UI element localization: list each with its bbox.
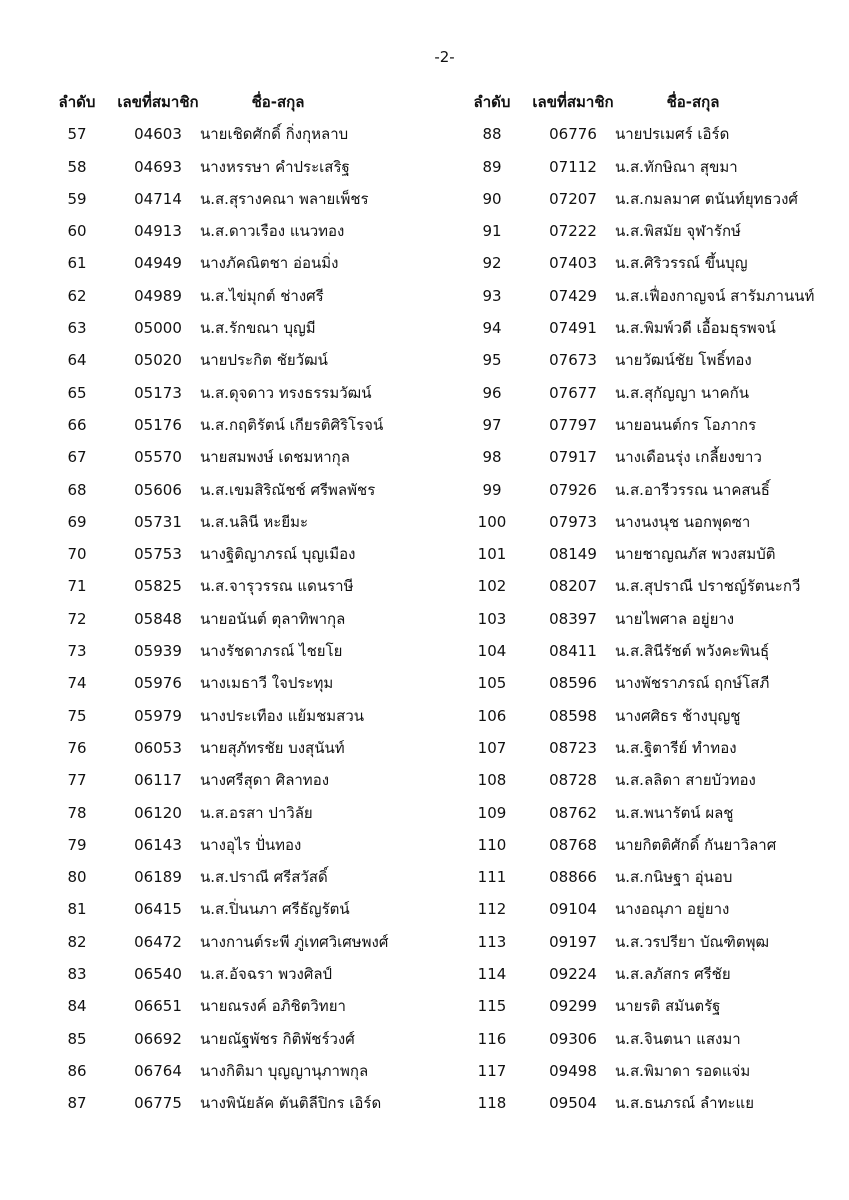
table-row bbox=[55, 282, 455, 314]
row-member-no: 04989 bbox=[134, 286, 182, 305]
row-member-no: 05848 bbox=[134, 609, 182, 628]
row-name: น.ส.อรสา ปาวิลัย bbox=[200, 803, 313, 822]
row-member-no: 07222 bbox=[549, 222, 597, 241]
row-name: นายประกิต ชัยวัฒน์ bbox=[200, 351, 328, 370]
row-member-no: 07491 bbox=[549, 319, 597, 338]
row-order: 114 bbox=[477, 965, 507, 984]
table-row bbox=[470, 411, 849, 443]
row-member-no: 06053 bbox=[134, 738, 182, 757]
table-row bbox=[470, 799, 849, 831]
table-row bbox=[470, 476, 849, 508]
row-order: 105 bbox=[477, 674, 507, 693]
row-order: 112 bbox=[477, 900, 507, 919]
row-member-no: 09299 bbox=[549, 997, 597, 1016]
table-row bbox=[470, 379, 849, 411]
table-row bbox=[470, 314, 849, 346]
row-name: น.ส.ดุจดาว ทรงธรรมวัฒน์ bbox=[200, 383, 372, 402]
row-name: น.ส.ปิ่นนภา ศรีธัญรัตน์ bbox=[200, 900, 350, 919]
table-row bbox=[470, 572, 849, 604]
row-member-no: 05753 bbox=[134, 545, 182, 564]
row-order: 96 bbox=[482, 383, 502, 402]
table-row bbox=[55, 540, 455, 572]
header-name: ชื่อ-สกุล bbox=[251, 93, 305, 111]
table-row bbox=[55, 1057, 455, 1089]
row-member-no: 06143 bbox=[134, 835, 182, 854]
row-order: 68 bbox=[67, 480, 87, 499]
row-name: น.ส.รักขณา บุญมี bbox=[200, 319, 316, 338]
row-member-no: 06775 bbox=[134, 1094, 182, 1113]
table-header-left bbox=[55, 88, 455, 120]
row-order: 115 bbox=[477, 997, 507, 1016]
row-member-no: 05176 bbox=[134, 415, 182, 434]
row-name: นายชาญณภัส พวงสมบัติ bbox=[615, 545, 776, 564]
row-member-no: 06415 bbox=[134, 900, 182, 919]
row-order: 87 bbox=[67, 1094, 87, 1113]
row-order: 104 bbox=[477, 642, 507, 661]
row-member-no: 09498 bbox=[549, 1061, 597, 1080]
table-row bbox=[470, 831, 849, 863]
table-row bbox=[470, 153, 849, 185]
member-list-left bbox=[55, 88, 455, 1122]
row-name: น.ส.สุปราณี ปราชญ์รัตนะกวี bbox=[615, 577, 801, 596]
row-order: 92 bbox=[482, 254, 502, 273]
header-member-no: เลขที่สมาชิก bbox=[532, 93, 614, 111]
table-row bbox=[470, 120, 849, 152]
row-order: 90 bbox=[482, 189, 502, 208]
row-order: 70 bbox=[67, 545, 87, 564]
table-row bbox=[470, 637, 849, 669]
row-member-no: 09224 bbox=[549, 965, 597, 984]
row-member-no: 04949 bbox=[134, 254, 182, 273]
row-name: น.ส.กฤติรัตน์ เกียรติศิริโรจน์ bbox=[200, 415, 384, 434]
row-order: 86 bbox=[67, 1061, 87, 1080]
row-name: น.ส.พิมพ์วดี เอื้อมธุรพจน์ bbox=[615, 319, 776, 338]
row-member-no: 07429 bbox=[549, 286, 597, 305]
row-order: 60 bbox=[67, 222, 87, 241]
row-member-no: 08397 bbox=[549, 609, 597, 628]
table-row bbox=[55, 895, 455, 927]
row-name: น.ส.สินีรัชต์ พวังคะพินธุ์ bbox=[615, 642, 770, 661]
row-name: น.ส.ธนภรณ์ ลำทะแย bbox=[615, 1094, 754, 1113]
table-row bbox=[470, 346, 849, 378]
row-order: 77 bbox=[67, 771, 87, 790]
row-name: น.ส.ลลิดา สายบัวทอง bbox=[615, 771, 756, 790]
row-member-no: 06117 bbox=[134, 771, 182, 790]
row-order: 97 bbox=[482, 415, 502, 434]
table-row bbox=[470, 1057, 849, 1089]
row-order: 65 bbox=[67, 383, 87, 402]
row-member-no: 04693 bbox=[134, 157, 182, 176]
row-order: 64 bbox=[67, 351, 87, 370]
row-name: นางอณุภา อยู่ยาง bbox=[615, 900, 730, 919]
row-name: นางศรีสุดา ศิลาทอง bbox=[200, 771, 330, 790]
row-name: นางกิติมา บุญญานุภาพกุล bbox=[200, 1061, 369, 1080]
row-order: 93 bbox=[482, 286, 502, 305]
row-member-no: 08411 bbox=[549, 642, 597, 661]
row-member-no: 07112 bbox=[549, 157, 597, 176]
row-order: 84 bbox=[67, 997, 87, 1016]
row-order: 59 bbox=[67, 189, 87, 208]
table-row bbox=[55, 702, 455, 734]
table-row bbox=[470, 928, 849, 960]
row-order: 66 bbox=[67, 415, 87, 434]
row-name: น.ส.พิสมัย จุฬารักษ์ bbox=[615, 222, 741, 241]
table-body-left bbox=[55, 120, 455, 1121]
row-order: 106 bbox=[477, 706, 507, 725]
row-name: นางนงนุช นอกพุดซา bbox=[615, 512, 751, 531]
row-member-no: 04603 bbox=[134, 125, 182, 144]
row-member-no: 07917 bbox=[549, 448, 597, 467]
row-name: นางรัชดาภรณ์ ไชยโย bbox=[200, 642, 343, 661]
row-order: 83 bbox=[67, 965, 87, 984]
row-member-no: 08768 bbox=[549, 835, 597, 854]
row-member-no: 08207 bbox=[549, 577, 597, 596]
row-member-no: 06651 bbox=[134, 997, 182, 1016]
table-body-right bbox=[470, 120, 849, 1121]
page-number: -2- bbox=[434, 48, 455, 66]
row-member-no: 07797 bbox=[549, 415, 597, 434]
row-member-no: 09104 bbox=[549, 900, 597, 919]
table-row bbox=[470, 863, 849, 895]
row-order: 82 bbox=[67, 932, 87, 951]
row-member-no: 08723 bbox=[549, 738, 597, 757]
row-member-no: 06764 bbox=[134, 1061, 182, 1080]
row-name: นายรติ สมันตรัฐ bbox=[615, 997, 721, 1016]
row-order: 98 bbox=[482, 448, 502, 467]
row-name: นางประเทือง แย้มชมสวน bbox=[200, 706, 364, 725]
table-row bbox=[470, 1089, 849, 1121]
row-member-no: 07926 bbox=[549, 480, 597, 499]
row-order: 100 bbox=[477, 512, 507, 531]
table-row bbox=[470, 1025, 849, 1057]
row-name: นางหรรษา คำประเสริฐ bbox=[200, 157, 350, 176]
row-order: 67 bbox=[67, 448, 87, 467]
row-name: น.ส.จารุวรรณ แดนราษี bbox=[200, 577, 354, 596]
table-row bbox=[55, 637, 455, 669]
row-name: น.ส.ลภัสกร ศรีชัย bbox=[615, 965, 731, 984]
table-row bbox=[55, 928, 455, 960]
row-name: น.ส.วรปรียา บัณฑิตพุฒ bbox=[615, 932, 770, 951]
table-row bbox=[470, 217, 849, 249]
table-row bbox=[470, 185, 849, 217]
table-row bbox=[470, 960, 849, 992]
row-member-no: 04913 bbox=[134, 222, 182, 241]
table-row bbox=[55, 669, 455, 701]
row-member-no: 07677 bbox=[549, 383, 597, 402]
row-member-no: 05173 bbox=[134, 383, 182, 402]
row-name: น.ส.ดาวเรือง แนวทอง bbox=[200, 222, 345, 241]
row-order: 99 bbox=[482, 480, 502, 499]
row-order: 75 bbox=[67, 706, 87, 725]
table-row bbox=[470, 766, 849, 798]
row-name: นางอุไร ปั่นทอง bbox=[200, 835, 302, 854]
row-order: 118 bbox=[477, 1094, 507, 1113]
row-name: นางพัชราภรณ์ ฤกษ์โสภี bbox=[615, 674, 770, 693]
table-row bbox=[470, 508, 849, 540]
row-order: 71 bbox=[67, 577, 87, 596]
row-member-no: 05979 bbox=[134, 706, 182, 725]
row-order: 95 bbox=[482, 351, 502, 370]
row-name: น.ส.อัจฉรา พวงศิลป์ bbox=[200, 965, 333, 984]
row-member-no: 05825 bbox=[134, 577, 182, 596]
row-member-no: 06189 bbox=[134, 868, 182, 887]
row-order: 109 bbox=[477, 803, 507, 822]
row-name: น.ส.เขมสิริณัชช์ ศรีพลพัชร bbox=[200, 480, 376, 499]
table-row bbox=[55, 572, 455, 604]
row-member-no: 04714 bbox=[134, 189, 182, 208]
table-row bbox=[55, 411, 455, 443]
row-name: นางพินัยลัค ตันติลีปิกร เอิร์ด bbox=[200, 1094, 382, 1113]
row-name: นายเชิดศักดิ์ กิ่งกุหลาบ bbox=[200, 125, 349, 144]
row-member-no: 06472 bbox=[134, 932, 182, 951]
table-row bbox=[470, 734, 849, 766]
row-name: นายกิตติศักดิ์ กันยาวิลาศ bbox=[615, 835, 777, 854]
row-order: 62 bbox=[67, 286, 87, 305]
row-name: นายสมพงษ์ เดชมหากุล bbox=[200, 448, 350, 467]
table-row bbox=[55, 346, 455, 378]
row-name: นางเดือนรุ่ง เกลี้ยงขาว bbox=[615, 448, 762, 467]
row-member-no: 05000 bbox=[134, 319, 182, 338]
row-member-no: 07673 bbox=[549, 351, 597, 370]
row-member-no: 07207 bbox=[549, 189, 597, 208]
table-row bbox=[470, 249, 849, 281]
row-name: น.ส.ศิริวรรณ์ ขึ้นบุญ bbox=[615, 254, 748, 273]
row-member-no: 08762 bbox=[549, 803, 597, 822]
row-order: 81 bbox=[67, 900, 87, 919]
row-order: 74 bbox=[67, 674, 87, 693]
row-name: นายไพศาล อยู่ยาง bbox=[615, 609, 735, 628]
header-name: ชื่อ-สกุล bbox=[666, 93, 720, 111]
table-row bbox=[470, 895, 849, 927]
row-member-no: 06776 bbox=[549, 125, 597, 144]
table-row bbox=[55, 153, 455, 185]
row-order: 88 bbox=[482, 125, 502, 144]
row-order: 101 bbox=[477, 545, 507, 564]
table-row bbox=[55, 443, 455, 475]
row-name: นางศศิธร ช้างบุญชู bbox=[615, 706, 741, 725]
row-member-no: 09306 bbox=[549, 1029, 597, 1048]
row-name: นายอนันต์ ตุลาทิพากุล bbox=[200, 609, 346, 628]
row-order: 111 bbox=[477, 868, 507, 887]
row-member-no: 05570 bbox=[134, 448, 182, 467]
table-row bbox=[470, 282, 849, 314]
row-name: น.ส.ปราณี ศรีสวัสดิ์ bbox=[200, 868, 328, 887]
row-name: น.ส.พิมาดา รอดแจ่ม bbox=[615, 1061, 751, 1080]
table-row bbox=[470, 702, 849, 734]
row-order: 116 bbox=[477, 1029, 507, 1048]
table-row bbox=[470, 443, 849, 475]
table-row bbox=[55, 508, 455, 540]
table-row bbox=[55, 1025, 455, 1057]
row-order: 103 bbox=[477, 609, 507, 628]
row-name: นางกานต์ระพี ภู่เทศวิเศษพงศ์ bbox=[200, 932, 389, 951]
row-name: นางเมธาวี ใจประทุม bbox=[200, 674, 334, 693]
row-order: 58 bbox=[67, 157, 87, 176]
row-name: น.ส.กมลมาศ ตนันท์ยุทธวงศ์ bbox=[615, 189, 798, 208]
row-name: น.ส.เฟื่องกาญจน์ สารัมภานนท์ bbox=[615, 286, 815, 305]
row-name: นางฐิติญาภรณ์ บุญเมือง bbox=[200, 545, 356, 564]
row-name: น.ส.ฐิตารีย์ ทำทอง bbox=[615, 738, 737, 757]
row-member-no: 07403 bbox=[549, 254, 597, 273]
row-name: นายวัฒน์ชัย โพธิ์ทอง bbox=[615, 351, 752, 370]
row-order: 78 bbox=[67, 803, 87, 822]
row-order: 76 bbox=[67, 738, 87, 757]
row-name: น.ส.นลินี หะยีมะ bbox=[200, 512, 309, 531]
row-name: น.ส.อารีวรรณ นาคสนธิ์ bbox=[615, 480, 770, 499]
table-header-right bbox=[470, 88, 849, 120]
row-name: น.ส.ไข่มุกต์ ช่างศรี bbox=[200, 286, 324, 305]
row-order: 63 bbox=[67, 319, 87, 338]
header-order: ลำดับ bbox=[58, 93, 96, 111]
table-row bbox=[55, 249, 455, 281]
row-member-no: 07973 bbox=[549, 512, 597, 531]
row-member-no: 05939 bbox=[134, 642, 182, 661]
row-member-no: 06692 bbox=[134, 1029, 182, 1048]
table-row bbox=[55, 766, 455, 798]
row-member-no: 08596 bbox=[549, 674, 597, 693]
row-order: 117 bbox=[477, 1061, 507, 1080]
table-row bbox=[55, 185, 455, 217]
table-row bbox=[55, 863, 455, 895]
row-order: 73 bbox=[67, 642, 87, 661]
row-order: 85 bbox=[67, 1029, 87, 1048]
table-row bbox=[470, 605, 849, 637]
table-row bbox=[55, 1089, 455, 1121]
header-member-no: เลขที่สมาชิก bbox=[117, 93, 199, 111]
row-order: 91 bbox=[482, 222, 502, 241]
row-order: 108 bbox=[477, 771, 507, 790]
row-name: น.ส.พนารัตน์ ผลชู bbox=[615, 803, 734, 822]
row-member-no: 09504 bbox=[549, 1094, 597, 1113]
row-name: นายสุภัทรชัย บงสุนันท์ bbox=[200, 738, 345, 757]
row-member-no: 05020 bbox=[134, 351, 182, 370]
table-row bbox=[470, 540, 849, 572]
row-name: น.ส.ทักษิณา สุขมา bbox=[615, 157, 738, 176]
row-member-no: 08149 bbox=[549, 545, 597, 564]
table-row bbox=[55, 379, 455, 411]
header-order: ลำดับ bbox=[473, 93, 511, 111]
table-row bbox=[55, 960, 455, 992]
row-order: 107 bbox=[477, 738, 507, 757]
row-order: 94 bbox=[482, 319, 502, 338]
row-name: น.ส.จินตนา แสงมา bbox=[615, 1029, 741, 1048]
table-row bbox=[55, 831, 455, 863]
row-member-no: 08866 bbox=[549, 868, 597, 887]
row-member-no: 06120 bbox=[134, 803, 182, 822]
table-row bbox=[55, 476, 455, 508]
table-row bbox=[55, 217, 455, 249]
row-order: 72 bbox=[67, 609, 87, 628]
row-order: 79 bbox=[67, 835, 87, 854]
table-row bbox=[55, 992, 455, 1024]
row-name: นางภัคณิตชา อ่อนมิ่ง bbox=[200, 254, 339, 273]
row-name: น.ส.กนิษฐา อุ่นอบ bbox=[615, 868, 733, 887]
table-row bbox=[55, 799, 455, 831]
row-order: 69 bbox=[67, 512, 87, 531]
table-row bbox=[470, 669, 849, 701]
row-member-no: 08728 bbox=[549, 771, 597, 790]
table-row bbox=[55, 734, 455, 766]
member-list-right bbox=[470, 88, 849, 1122]
row-member-no: 06540 bbox=[134, 965, 182, 984]
row-order: 89 bbox=[482, 157, 502, 176]
row-order: 80 bbox=[67, 868, 87, 887]
row-order: 61 bbox=[67, 254, 87, 273]
row-order: 110 bbox=[477, 835, 507, 854]
table-row bbox=[470, 992, 849, 1024]
table-row bbox=[55, 314, 455, 346]
table-row bbox=[55, 120, 455, 152]
row-member-no: 08598 bbox=[549, 706, 597, 725]
row-name: น.ส.สุกัญญา นาคกัน bbox=[615, 383, 749, 402]
row-name: นายณรงค์ อภิชิตวิทยา bbox=[200, 997, 346, 1016]
table-row bbox=[55, 605, 455, 637]
row-order: 102 bbox=[477, 577, 507, 596]
row-member-no: 05731 bbox=[134, 512, 182, 531]
row-member-no: 05606 bbox=[134, 480, 182, 499]
row-name: นายณัฐพัชร กิติพัชร์วงศ์ bbox=[200, 1029, 355, 1048]
row-order: 113 bbox=[477, 932, 507, 951]
row-name: น.ส.สุรางคณา พลายเพ็ชร bbox=[200, 189, 369, 208]
row-order: 57 bbox=[67, 125, 87, 144]
row-name: นายอนนต์กร โอภากร bbox=[615, 415, 757, 434]
row-name: นายปรเมศร์ เอิร์ด bbox=[615, 125, 730, 144]
row-member-no: 09197 bbox=[549, 932, 597, 951]
row-member-no: 05976 bbox=[134, 674, 182, 693]
